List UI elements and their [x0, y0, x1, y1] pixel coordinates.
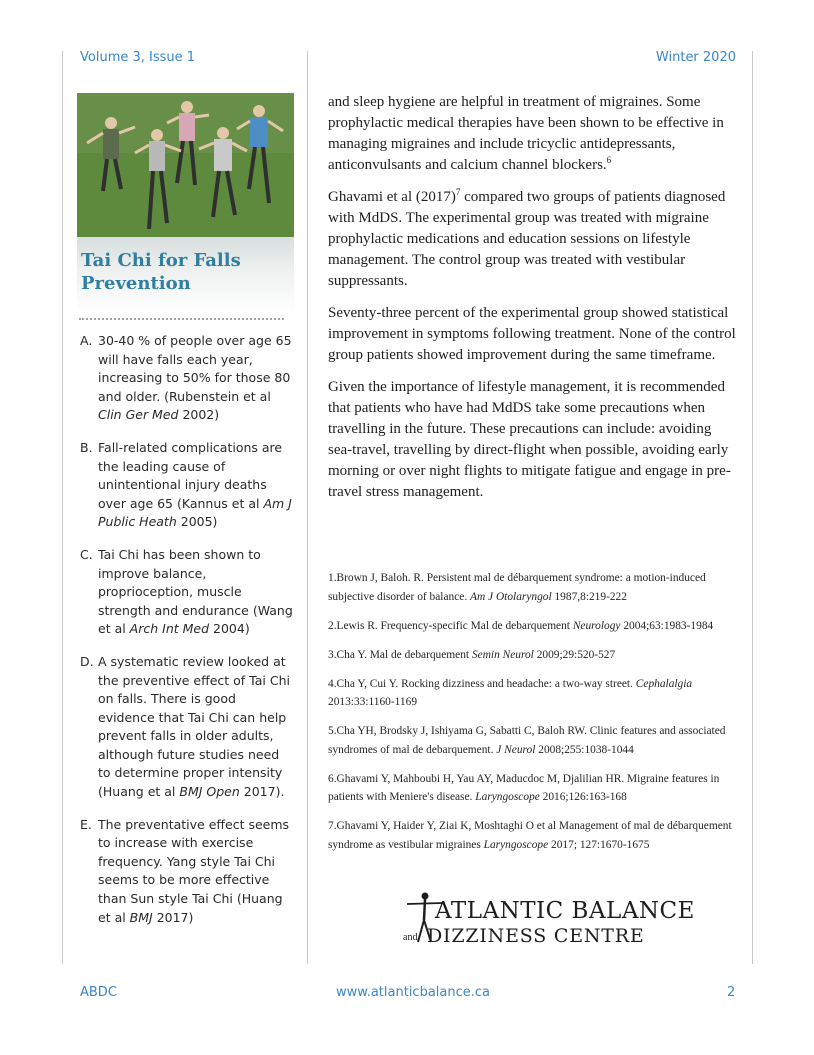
fact-marker: D. [80, 653, 94, 669]
fact-text: 2004) [209, 621, 250, 637]
right-border-line [752, 51, 753, 964]
reference-text: 1.Brown J, Baloh. R. Persistent mal de débarquement syndrome: a motion-induced subjective disorder of balance. [328, 572, 706, 603]
journal-name: Clin Ger Med [98, 407, 179, 423]
tai-chi-group-photo-icon [77, 93, 294, 237]
website-link[interactable]: www.atlanticbalance.ca [336, 985, 491, 1000]
journal-name: Arch Int Med [129, 621, 210, 637]
reference-text: 2017; 127:1670-1675 [548, 838, 650, 851]
reference-text: 7.Ghavami Y, Haider Y, Ziai K, Moshtaghi O et al Management of mal de débarquement syndrome as vestibular migraines [328, 820, 732, 851]
reference-item [328, 817, 740, 854]
sidebar [77, 93, 294, 941]
article-paragraph-2 [328, 187, 738, 292]
sidebar-title-line-1: Tai Chi for Falls [81, 250, 241, 271]
atlantic-balance-logo [403, 890, 695, 948]
journal-name: Am J Public Heath [98, 495, 292, 530]
dotted-divider [79, 318, 284, 320]
logo-line-2: DIZZINESS CENTRE [427, 925, 645, 947]
journal-name: Laryngoscope [483, 838, 549, 851]
fact-item [77, 439, 294, 532]
reference-text: 2004;63:1983-1984 [620, 619, 714, 632]
fact-text: The preventative effect seems to increase with exercise frequency. Yang style Tai Chi seems to be more effective than Sun style Tai Chi (Huang et al [98, 816, 290, 925]
issue-label: Volume 3, Issue 1 [80, 50, 196, 65]
season-label: Winter 2020 [655, 50, 736, 65]
journal-name: J Neurol [496, 743, 536, 756]
fact-text: A systematic review looked at the preventive effect of Tai Chi on falls. There is good evidence that Tai Chi can help prevent falls in older adults, although future studies need to determine proper intensity (Huang et al [98, 653, 290, 800]
fact-text: 2005) [176, 514, 218, 530]
page-number: 2 [727, 985, 736, 1000]
journal-name: Semin Neurol [471, 648, 534, 661]
p2-citation: 7 [455, 187, 461, 197]
reference-text: 5.Cha YH, Brodsky J, Ishiyama G, Sabatti C, Baloh RW. Clinic features and associated syndromes of mal de debarquement. [328, 725, 726, 756]
journal-name: BMJ [129, 909, 153, 925]
reference-item [328, 569, 740, 606]
reference-text: 2.Lewis R. Frequency-specific Mal de debarquement [328, 619, 573, 632]
references-list [328, 569, 740, 865]
reference-text: 1987,8:219-222 [551, 590, 627, 603]
reference-text: 2009;29:520-527 [533, 648, 616, 661]
p1-text: and sleep hygiene are helpful in treatment of migraines. Some prophylactic medical therapies have been shown to be effective in managing migraines and include tricyclic antidepressants, anticonvulsants and calcium channel blockers. [328, 94, 724, 173]
fact-item [77, 332, 294, 425]
reference-text: 2016;126:163-168 [539, 791, 627, 803]
fact-text: 2017). [239, 784, 285, 800]
title-panel [77, 237, 294, 313]
reference-text: 4.Cha Y, Cui Y. Rocking dizziness and headache: a two-way street. [328, 677, 636, 690]
fact-list [77, 332, 294, 927]
left-border-line [62, 51, 63, 964]
reference-text: 2013:33:1160-1169 [328, 696, 418, 708]
fact-text: 2017) [152, 909, 194, 925]
fact-text: 30-40 % of people over age 65 will have falls each year, increasing to 50% for those 80 and older. (Rubenstein et al [98, 333, 292, 404]
journal-name: Cephalalgia [635, 677, 693, 690]
footer-abbr: ABDC [80, 985, 117, 1000]
article-paragraph-3: Seventy-three percent of the experimental group showed statistical improvement in symptoms following treatment. None of the control group patients showed improvement during the same timeframe. [328, 305, 736, 363]
journal-name: Am J Otolaryngol [470, 590, 552, 603]
sidebar-title [81, 249, 290, 295]
fact-item [77, 653, 294, 802]
fact-marker: C. [80, 546, 93, 562]
reference-text: 3.Cha Y. Mal de debarquement [328, 648, 472, 661]
reference-text: 2008;255:1038-1044 [535, 743, 634, 756]
reference-text: 6.Ghavami Y, Mahboubi H, Yau AY, Maducdoc M, Djalilian HR. Migraine features in patients with Meniere's disease. [328, 772, 720, 803]
fact-text: 2002) [178, 407, 220, 423]
fact-item [77, 546, 294, 639]
reference-item [328, 646, 740, 665]
article-paragraph-1 [328, 92, 738, 176]
p2-text: compared two groups of patients diagnosed with MdDS. The experimental group was treated with migraine prophylactic medications and education sessions on lifestyle management. The control group was treated with vestibular suppressants. [328, 189, 726, 289]
p1-citation: 6 [606, 155, 612, 165]
logo-and: and [403, 932, 418, 943]
journal-name: Laryngoscope [475, 791, 540, 803]
journal-name: BMJ Open [179, 784, 240, 800]
fact-text: Tai Chi has been shown to improve balance, proprioception, muscle strength and endurance (Wang et al [98, 546, 293, 637]
fact-text: Fall-related complications are the leading cause of unintentional injury deaths over age 65 (Kannus et al [98, 439, 283, 511]
fact-marker: B. [80, 439, 93, 455]
logo-line-1: ATLANTIC BALANCE [435, 898, 695, 924]
journal-name: Neurology [572, 619, 621, 632]
reference-item [328, 617, 740, 636]
fact-marker: A. [80, 333, 93, 348]
article-paragraph-4: Given the importance of lifestyle management, it is recommended that patients who have had MdDS take some precautions when travelling in the future. These precautions can include: avoiding sea-travel, travelling by direct-flight when possible, avoiding early morning or over night flights to mitigate fatigue and engage in pre-travel stress management. [328, 379, 731, 500]
column-divider-line [307, 51, 308, 964]
reference-item [328, 675, 740, 712]
reference-item [328, 722, 740, 759]
fact-item [77, 816, 294, 928]
reference-item [328, 770, 740, 807]
p2-lead: Ghavami et al (2017) [328, 189, 456, 205]
sidebar-title-line-2: Prevention [81, 273, 191, 294]
main-article [328, 92, 738, 514]
fact-marker: E. [80, 816, 92, 832]
